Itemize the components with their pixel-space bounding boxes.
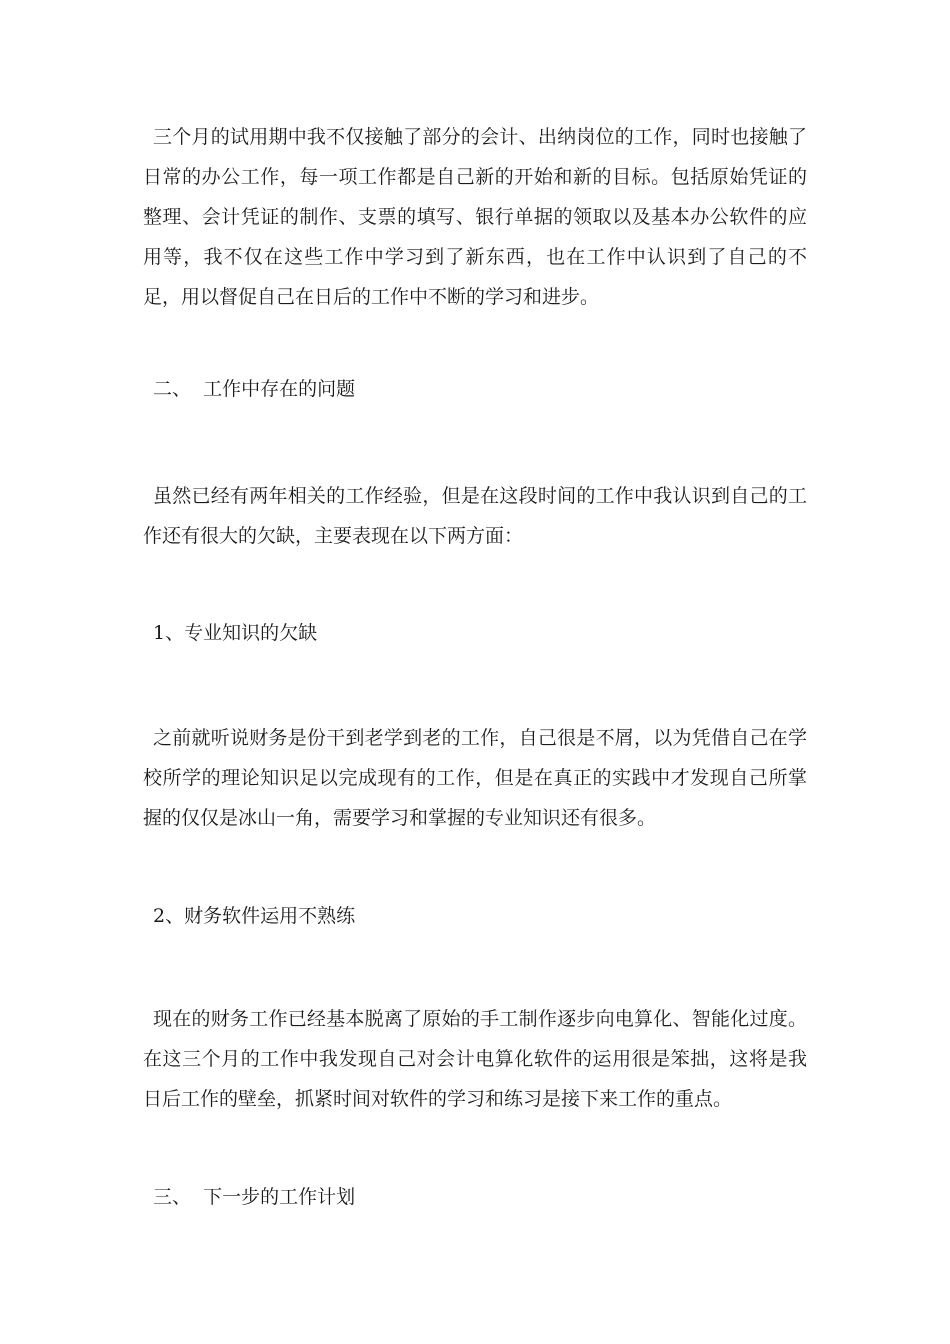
paragraph-professional-knowledge: 之前就听说财务是份干到老学到老的工作，自己很是不屑，以为凭借自己在学校所学的理论知识足以完成现有的工作，但是在真正的实践中才发现自己所掌握的仅仅是冰山一角，需要学习和掌握的专业知识还有很多。: [143, 727, 807, 829]
subheading-professional-knowledge: 1、专业知识的欠缺: [153, 622, 318, 644]
subheading-software-skills: 2、财务软件运用不熟练: [153, 905, 356, 927]
section-heading-next-plan: 三、 下一步的工作计划: [153, 1186, 356, 1208]
paragraph-software-skills: 现在的财务工作已经基本脱离了原始的手工制作逐步向电算化、智能化过度。在这三个月的工作中我发现自己对会计电算化软件的运用很是笨拙，这将是我日后工作的壁垒，抓紧时间对软件的学习和练习是接下来工作的重点。: [143, 1008, 807, 1110]
paragraph-problems-intro: 虽然已经有两年相关的工作经验，但是在这段时间的工作中我认识到自己的工作还有很大的欠缺，主要表现在以下两方面：: [143, 485, 807, 547]
paragraph-probation-summary: 三个月的试用期中我不仅接触了部分的会计、出纳岗位的工作，同时也接触了日常的办公工作，每一项工作都是自己新的开始和新的目标。包括原始凭证的整理、会计凭证的制作、支票的填写、银行单据的领取以及基本办公软件的应用等，我不仅在这些工作中学习到了新东西，也在工作中认识到了自己的不足，用以督促自己在日后的工作中不断的学习和进步。: [143, 126, 807, 308]
section-heading-problems: 二、 工作中存在的问题: [153, 378, 356, 400]
